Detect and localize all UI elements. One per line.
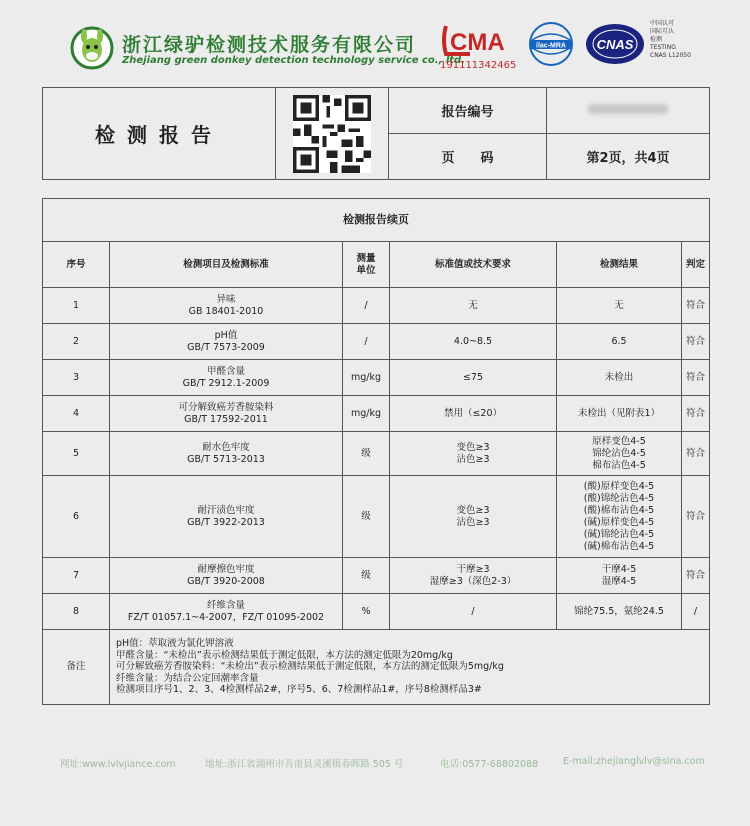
unit-text: % <box>361 605 371 617</box>
row-number-text: 2 <box>72 335 80 347</box>
report-info-table <box>42 87 710 180</box>
verdict <box>682 558 710 594</box>
footer-email: E-mail:zhejianglvlv@sina.com <box>563 756 705 767</box>
unit <box>343 476 390 558</box>
test-item-name: 甲醛含量 <box>206 365 245 377</box>
note-line: 检测项目序号1、2、3、4检测样品2#，序号5、6、7检测样品1#，序号8检测样品3# <box>116 684 482 696</box>
report-no-label: 报告编号 <box>389 88 547 134</box>
table-body <box>43 288 710 630</box>
row-number <box>43 476 110 558</box>
cma-mark-icon <box>440 22 510 58</box>
verdict-text: 符合 <box>685 569 705 581</box>
note-line: pH值：萃取液为氯化钾溶液 <box>116 638 234 650</box>
unit <box>343 396 390 432</box>
test-standard: GB/T 2912.1-2009 <box>182 377 270 389</box>
cnas-caption-line: TESTING <box>650 44 676 51</box>
unit <box>343 324 390 360</box>
result <box>557 288 682 324</box>
notes-label: 备注 <box>43 630 110 705</box>
requirement <box>390 558 557 594</box>
test-standard: GB/T 3920-2008 <box>187 575 265 587</box>
verdict <box>682 288 710 324</box>
table-row <box>43 396 710 432</box>
test-item-name: 异味 <box>216 293 236 305</box>
result <box>557 360 682 396</box>
result-text: 锦纶75.5，氨纶24.5 <box>574 605 664 617</box>
company-name-en: Zhejiang green donkey detection technology service co., ltd. <box>122 55 466 66</box>
ilac-label: ilac-MRA <box>536 42 566 50</box>
results-table <box>42 198 710 705</box>
test-item <box>110 288 343 324</box>
verdict-text: 符合 <box>685 371 705 383</box>
verdict-text: 符合 <box>685 299 705 311</box>
cnas-caption-line: 国际互认 <box>650 28 675 35</box>
unit-text: 级 <box>361 447 371 459</box>
verdict-text: 符合 <box>685 447 705 459</box>
qr-code-icon <box>293 95 371 173</box>
test-item-name: 耐摩擦色牢度 <box>197 563 255 575</box>
verdict <box>682 594 710 630</box>
result <box>557 324 682 360</box>
table-row <box>43 594 710 630</box>
test-standard: GB/T 17592-2011 <box>184 413 268 425</box>
row-number-text: 1 <box>72 299 80 311</box>
column-header: 检测项目及检测标准 <box>110 242 343 288</box>
footer-address: 地址:浙江省湖州市吾南县灵溪镇春晖路 505 号 <box>205 759 404 770</box>
verdict <box>682 396 710 432</box>
requirement-text: 无 <box>468 299 478 311</box>
page-value: 第2页，共4页 <box>547 134 710 180</box>
column-header: 判定 <box>682 242 710 288</box>
test-item <box>110 396 343 432</box>
cma-label: CMA <box>450 29 505 56</box>
cma-number: 191111342465 <box>440 60 517 71</box>
result-text: 6.5 <box>611 335 627 347</box>
requirement-text: 变色≥3 沾色≥3 <box>456 441 490 465</box>
requirement <box>390 476 557 558</box>
row-number-text: 4 <box>72 407 80 419</box>
test-standard: GB/T 5713-2013 <box>187 453 265 465</box>
unit-text: 级 <box>361 510 371 522</box>
note-line: 甲醛含量：“未检出”表示检测结果低于测定低限，本方法的测定低限为20mg/kg <box>116 649 453 661</box>
test-item-name: 可分解致癌芳香胺染料 <box>178 401 274 413</box>
column-header: 序号 <box>43 242 110 288</box>
result <box>557 476 682 558</box>
footer-phone: 电话:0577-68802088 <box>440 759 539 770</box>
requirement-text: 干摩≥3 湿摩≥3（深色2-3） <box>429 563 517 587</box>
green-donkey-logo-icon <box>70 26 114 70</box>
test-standard: GB/T 3922-2013 <box>187 516 265 528</box>
result <box>557 432 682 476</box>
table-row <box>43 558 710 594</box>
result-text: 原样变色4-5 锦纶沾色4-5 棉布沾色4-5 <box>592 435 646 471</box>
result-text: (酸)原样变色4-5 (酸)锦纶沾色4-5 (酸)棉布沾色4-5 (碱)原样变色4-5 (碱)锦纶沾色4-5 (碱)棉布沾色4-5 <box>583 480 655 552</box>
result-text: 干摩4-5 湿摩4-5 <box>601 563 637 587</box>
column-header <box>343 242 390 288</box>
ilac-mra-mark-icon <box>528 20 574 68</box>
test-standard: FZ/T 01057.1~4-2007，FZ/T 01095-2002 <box>127 611 325 623</box>
row-number <box>43 396 110 432</box>
row-number <box>43 288 110 324</box>
result <box>557 396 682 432</box>
requirement-text: 禁用（≤20） <box>443 407 503 419</box>
unit <box>343 360 390 396</box>
cnas-caption-line: 中国认可 <box>650 20 675 27</box>
verdict <box>682 432 710 476</box>
requirement <box>390 360 557 396</box>
unit <box>343 432 390 476</box>
test-item <box>110 324 343 360</box>
row-number <box>43 432 110 476</box>
unit-text: / <box>364 335 368 347</box>
row-number-text: 5 <box>72 447 80 459</box>
column-header: 标准值或技术要求 <box>390 242 557 288</box>
test-standard: GB/T 7573-2009 <box>187 341 265 353</box>
result <box>557 594 682 630</box>
verdict-text: / <box>693 605 698 617</box>
unit <box>343 558 390 594</box>
row-number <box>43 558 110 594</box>
unit-text: mg/kg <box>350 371 382 383</box>
test-item <box>110 360 343 396</box>
requirement <box>390 432 557 476</box>
letterhead <box>0 0 750 82</box>
page-label: 页 码 <box>389 134 547 180</box>
row-number-text: 8 <box>72 605 80 617</box>
row-number-text: 6 <box>72 510 80 522</box>
verdict <box>682 324 710 360</box>
requirement <box>390 594 557 630</box>
cnas-mark-icon <box>584 22 646 66</box>
table-row <box>43 288 710 324</box>
column-header-text: 测量单位 <box>356 252 376 276</box>
result-text: 未检出（见附表1） <box>577 407 661 419</box>
verdict-text: 符合 <box>685 510 705 522</box>
blurred-report-number <box>588 104 668 114</box>
requirement-text: / <box>471 605 475 617</box>
unit-text: / <box>364 299 368 311</box>
row-number <box>43 324 110 360</box>
verdict <box>682 360 710 396</box>
verdict-text: 符合 <box>685 335 705 347</box>
unit-text: 级 <box>361 569 371 581</box>
requirement-text: ≤75 <box>462 371 484 383</box>
test-item-name: pH值 <box>214 329 238 341</box>
company-name-cn: 浙江绿驴检测技术服务有限公司 <box>122 34 417 56</box>
qr-code-cell <box>276 88 389 180</box>
requirement <box>390 288 557 324</box>
requirement <box>390 324 557 360</box>
result-text: 无 <box>614 299 624 311</box>
report-title: 检测报告 <box>43 88 276 180</box>
test-item <box>110 476 343 558</box>
row-number-text: 7 <box>72 569 80 581</box>
table-row <box>43 476 710 558</box>
unit-text: mg/kg <box>350 407 382 419</box>
unit <box>343 288 390 324</box>
cnas-label: CNAS <box>596 37 634 52</box>
test-item-name: 耐汗渍色牢度 <box>197 504 255 516</box>
result <box>557 558 682 594</box>
footer-website: 网址:www.lvlvjiance.com <box>60 759 176 770</box>
verdict-text: 符合 <box>685 407 705 419</box>
test-item-name: 纤维含量 <box>206 599 245 611</box>
test-item <box>110 594 343 630</box>
requirement-text: 变色≥3 沾色≥3 <box>456 504 490 528</box>
notes-content <box>110 630 710 705</box>
cnas-caption-line: 检测 <box>650 36 663 43</box>
note-line: 纤维含量：为结合公定回潮率含量 <box>116 672 259 684</box>
note-line: 可分解致癌芳香胺染料：“未检出”表示检测结果低于测定低限，本方法的测定低限为5mg/kg <box>116 661 504 673</box>
test-item <box>110 432 343 476</box>
verdict <box>682 476 710 558</box>
table-row <box>43 432 710 476</box>
requirement <box>390 396 557 432</box>
column-header: 检测结果 <box>557 242 682 288</box>
test-standard: GB 18401-2010 <box>188 305 264 317</box>
notes-row <box>43 630 710 705</box>
test-item <box>110 558 343 594</box>
row-number-text: 3 <box>72 371 80 383</box>
row-number <box>43 594 110 630</box>
test-item-name: 耐水色牢度 <box>202 441 250 453</box>
table-row <box>43 324 710 360</box>
cnas-caption <box>650 20 710 60</box>
table-row <box>43 360 710 396</box>
result-text: 未检出 <box>604 371 634 383</box>
section-title: 检测报告续页 <box>43 199 710 242</box>
unit <box>343 594 390 630</box>
cnas-caption-line: CNAS L12050 <box>650 52 691 59</box>
row-number <box>43 360 110 396</box>
report-no-value <box>547 88 710 134</box>
requirement-text: 4.0~8.5 <box>453 335 493 347</box>
table-header-row <box>43 242 710 288</box>
